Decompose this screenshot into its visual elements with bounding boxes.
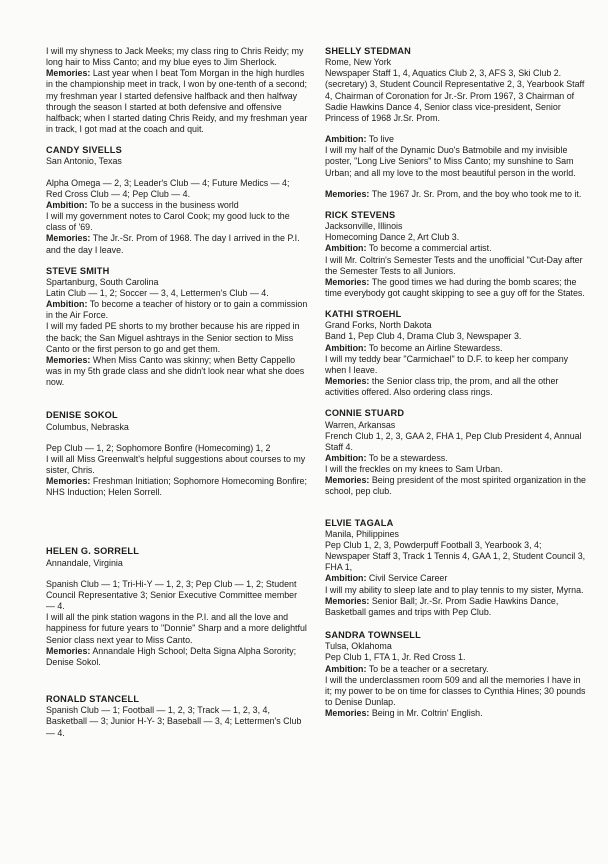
- ambition-paragraph: [46, 200, 308, 211]
- memories-paragraph: [325, 708, 587, 719]
- text-paragraph: [325, 585, 587, 596]
- field-text: I will the freckles on my knees to Sam Urban.: [325, 464, 503, 475]
- senior-name: HELEN G. SORRELL: [46, 546, 140, 557]
- field-label: Memories:: [325, 708, 370, 719]
- field-text: I will my half of the Dynamic Duo's Batmobile and my invisible poster, "Long Live Seniors" to Miss Canto; my sunshine to Sam Urban; and all my love to the most beautiful person in the world.: [325, 145, 576, 178]
- field-text: I will my faded PE shorts to my brother because his are ripped in the back; the San Miguel ashtrays in the Senior section to Miss Canto or the first person to go and get them.: [46, 321, 300, 354]
- field-label: Memories:: [325, 475, 370, 486]
- hometown: Jacksonville, Illinois: [325, 221, 403, 232]
- hometown: Tulsa, Oklahoma: [325, 641, 392, 652]
- hometown: San Antonio, Texas: [46, 156, 122, 167]
- field-text: French Club 1, 2, 3, GAA 2, FHA 1, Pep Club President 4, Annual Staff 4.: [325, 430, 582, 452]
- memories-paragraph: [325, 475, 587, 497]
- field-label: Memories:: [325, 276, 370, 287]
- field-label: Memories:: [325, 595, 370, 606]
- text-paragraph: [46, 705, 308, 738]
- field-text: Band 1, Pep Club 4, Drama Club 3, Newspaper 3.: [325, 331, 522, 342]
- text-paragraph: [325, 652, 587, 663]
- senior-entry-connie: [325, 408, 587, 497]
- text-paragraph: [46, 211, 308, 233]
- text-paragraph: [46, 443, 308, 454]
- senior-name: CONNIE STUARD: [325, 408, 405, 419]
- senior-entry-elvie: [325, 518, 587, 618]
- senior-name: CANDY SIVELLS: [46, 145, 122, 156]
- field-label: Ambition:: [325, 134, 367, 145]
- memories-paragraph: [325, 376, 587, 398]
- senior-entry-ronald: [46, 694, 308, 739]
- memories-paragraph: [325, 277, 587, 299]
- senior-name: ELVIE TAGALA: [325, 517, 394, 528]
- hometown: Grand Forks, North Dakota: [325, 320, 432, 331]
- field-label: Ambition:: [325, 573, 367, 584]
- field-label: Memories:: [46, 233, 91, 244]
- senior-entry-sandra: [325, 630, 587, 719]
- field-text: I will my teddy bear "Carmichael" to D.F. to keep her company when I leave.: [325, 353, 569, 375]
- senior-name: SANDRA TOWNSELL: [325, 630, 421, 641]
- senior-entry-tom: [46, 46, 308, 135]
- field-label: Memories:: [325, 376, 370, 387]
- field-text: Being in Mr. Coltrin' English.: [371, 708, 483, 719]
- ambition-paragraph: [325, 243, 587, 254]
- field-text: The Jr.-Sr. Prom of 1968. The day I arrived in the P.I. and the day I leave.: [46, 233, 300, 255]
- text-paragraph: [46, 178, 308, 200]
- field-text: To become an Airline Stewardess.: [368, 342, 503, 353]
- field-text: To be a stewardess.: [368, 453, 448, 463]
- right-column: [325, 46, 587, 719]
- field-text: the Senior class trip, the prom, and all the other activities offered. Also ordering class rings.: [325, 376, 559, 398]
- field-label: Memories:: [46, 476, 91, 487]
- senior-entry-steve: [46, 266, 308, 389]
- field-label: Ambition:: [46, 299, 88, 310]
- field-text: The good times we had during the bomb scares; the time everybody got caught skipping to see a guy off for the States.: [325, 276, 585, 298]
- senior-entry-rick: [325, 210, 587, 299]
- field-text: Last year when I beat Tom Morgan in the high hurdles in the championship meet in track, I won by one-tenth of a second; my freshman year I started defensive halfback and then halfway through the season I started at both defensive and offensive halfback; when I started dating Chris Reidy, and my freshman year in track, I got mad at the coach and quit.: [46, 68, 308, 135]
- field-text: Homecoming Dance 2, Art Club 3.: [325, 232, 460, 243]
- field-text: To be a teacher or a secretary.: [368, 663, 489, 674]
- field-text: To become a teacher of history or to gain a commission in the Air Force.: [46, 299, 308, 321]
- field-label: Memories:: [46, 645, 91, 656]
- field-text: Being president of the most spirited organization in the school, pep club.: [325, 475, 586, 497]
- senior-entry-denise: [46, 410, 308, 498]
- field-label: Memories:: [46, 354, 91, 365]
- field-text: Newspaper Staff 1, 4, Aquatics Club 2, 3, AFS 3, Ski Club 2. (secretary) 3, Student Council Representative 2, 3, Yearbook Staff 4, Chairman of Coronation for Jr.-Sr. Prom 1967, 3 Chairman of Sadie Hawkins Dance 4, Senior class vice-president, Senior Princess of 1968 Jr.Sr. Prom.: [325, 68, 585, 123]
- senior-entry-candy: [46, 145, 308, 255]
- senior-name: STEVE SMITH: [46, 265, 110, 276]
- text-paragraph: [46, 46, 308, 68]
- senior-entry-helen: [46, 546, 308, 668]
- senior-name: KATHI STROEHL: [325, 309, 402, 320]
- field-label: Memories:: [46, 68, 91, 79]
- ambition-paragraph: [325, 134, 587, 145]
- left-column: [46, 46, 308, 739]
- text-paragraph: [325, 145, 587, 178]
- field-text: Pep Club 1, FTA 1, Jr. Red Cross 1.: [325, 652, 466, 663]
- field-text: Senior Ball; Jr.-Sr. Prom Sadie Hawkins Dance, Basketball games and trips with Pep Club.: [325, 595, 559, 617]
- field-label: Ambition:: [325, 342, 367, 353]
- ambition-paragraph: [46, 299, 308, 321]
- field-text: I will my shyness to Jack Meeks; my class ring to Chris Reidy; my long hair to Miss Canto; and my blue eyes to Jim Sherlock.: [46, 46, 304, 68]
- hometown: Rome, New York: [325, 57, 392, 68]
- field-text: I will Mr. Coltrin's Semester Tests and the unofficial "Cut-Day after the Semester Tests to all Juniors.: [325, 254, 583, 276]
- field-text: Spanish Club — 1; Tri-Hi-Y — 1, 2, 3; Pep Club — 1, 2; Student Council Representative 3; Senior Executive Committee member — 4.: [46, 578, 298, 612]
- text-paragraph: [325, 540, 587, 573]
- memories-paragraph: [325, 189, 587, 200]
- ambition-paragraph: [325, 343, 587, 354]
- text-paragraph: [325, 232, 587, 243]
- field-label: Ambition:: [325, 663, 367, 674]
- field-label: Ambition:: [46, 199, 88, 210]
- hometown: Columbus, Nebraska: [46, 421, 129, 432]
- memories-paragraph: [46, 233, 308, 255]
- text-paragraph: [46, 454, 308, 476]
- memories-paragraph: [325, 596, 587, 618]
- senior-name: SHELLY STEDMAN: [325, 46, 412, 56]
- memories-paragraph: [46, 646, 308, 668]
- field-text: Civil Service Career: [368, 573, 448, 584]
- text-paragraph: [46, 579, 308, 612]
- field-text: Freshman Initiation; Sophomore Homecoming Bonfire; NHS Induction; Helen Sorrell.: [46, 476, 307, 498]
- text-paragraph: [325, 354, 587, 376]
- field-text: To become a commercial artist.: [368, 243, 492, 254]
- field-text: To live: [368, 134, 394, 145]
- senior-name: RONALD STANCELL: [46, 694, 140, 705]
- text-paragraph: [325, 431, 587, 453]
- field-text: When Miss Canto was skinny; when Betty Cappello was in my 5th grade class and she didn't look near what she does now.: [46, 354, 305, 388]
- text-paragraph: [325, 331, 587, 342]
- field-text: I will all Miss Greenwalt's helpful suggestions about courses to my sister, Chris.: [46, 453, 306, 475]
- senior-entry-kathi: [325, 309, 587, 398]
- field-text: To be a success in the business world: [89, 199, 239, 210]
- text-paragraph: [325, 675, 587, 708]
- field-text: Spanish Club — 1; Football — 1, 2, 3; Track — 1, 2, 3, 4, Basketball — 3; Junior H-Y- 3; Baseball — 3, 4; Lettermen's Club — 4.: [46, 705, 302, 738]
- field-text: Pep Club — 1, 2; Sophomore Bonfire (Homecoming) 1, 2: [46, 442, 271, 453]
- field-label: Ambition:: [325, 243, 367, 254]
- field-text: I will my government notes to Carol Cook; my good luck to the class of '69.: [46, 211, 290, 233]
- field-text: I will all the pink station wagons in the P.I. and all the love and happiness for future years to "Donnie" Sharp and a more delightful Senior class next year to Miss Canto.: [46, 612, 307, 645]
- hometown: Spartanburg, South Carolina: [46, 276, 159, 287]
- field-text: Annandale High School; Delta Signa Alpha Sorority; Denise Sokol.: [46, 645, 297, 667]
- hometown: Manila, Philippines: [325, 528, 399, 539]
- text-paragraph: [325, 255, 587, 277]
- hometown: Annandale, Virginia: [46, 557, 123, 568]
- field-text: The 1967 Jr. Sr. Prom, and the boy who took me to it.: [371, 188, 582, 199]
- field-text: Latin Club — 1, 2; Soccer — 3, 4, Lettermen's Club — 4.: [46, 287, 269, 298]
- field-text: Alpha Omega — 2, 3; Leader's Club — 4; Future Medics — 4; Red Cross Club — 4; Pep Club — 4.: [46, 177, 290, 199]
- field-text: Pep Club 1, 2, 3, Powderpuff Football 3, Yearbook 3, 4; Newspaper Staff 3, Track 1 Tennis 4, GAA 1, 2, Student Council 3, FHA 1,: [325, 539, 586, 573]
- text-paragraph: [46, 612, 308, 645]
- hometown: Warren, Arkansas: [325, 419, 396, 430]
- memories-paragraph: [46, 355, 308, 388]
- text-paragraph: [46, 321, 308, 354]
- ambition-paragraph: [325, 573, 587, 584]
- text-paragraph: [325, 68, 587, 124]
- senior-name: DENISE SOKOL: [46, 410, 118, 421]
- ambition-paragraph: [325, 664, 587, 675]
- field-text: I will my ability to sleep late and to play tennis to my sister, Myrna.: [325, 584, 584, 595]
- senior-entry-shelly: [325, 46, 587, 200]
- text-paragraph: [46, 288, 308, 299]
- text-paragraph: [325, 464, 587, 475]
- senior-name: RICK STEVENS: [325, 209, 396, 220]
- memories-paragraph: [46, 476, 308, 498]
- field-label: Memories:: [325, 188, 370, 199]
- ambition-paragraph: [325, 453, 587, 464]
- field-text: I will the underclassmen room 509 and all the memories I have in it; my power to be on time for classes to Cynthia Hines; 30 pounds to Denise Dunlap.: [325, 674, 586, 707]
- field-label: Ambition:: [325, 453, 367, 463]
- memories-paragraph: [46, 68, 308, 135]
